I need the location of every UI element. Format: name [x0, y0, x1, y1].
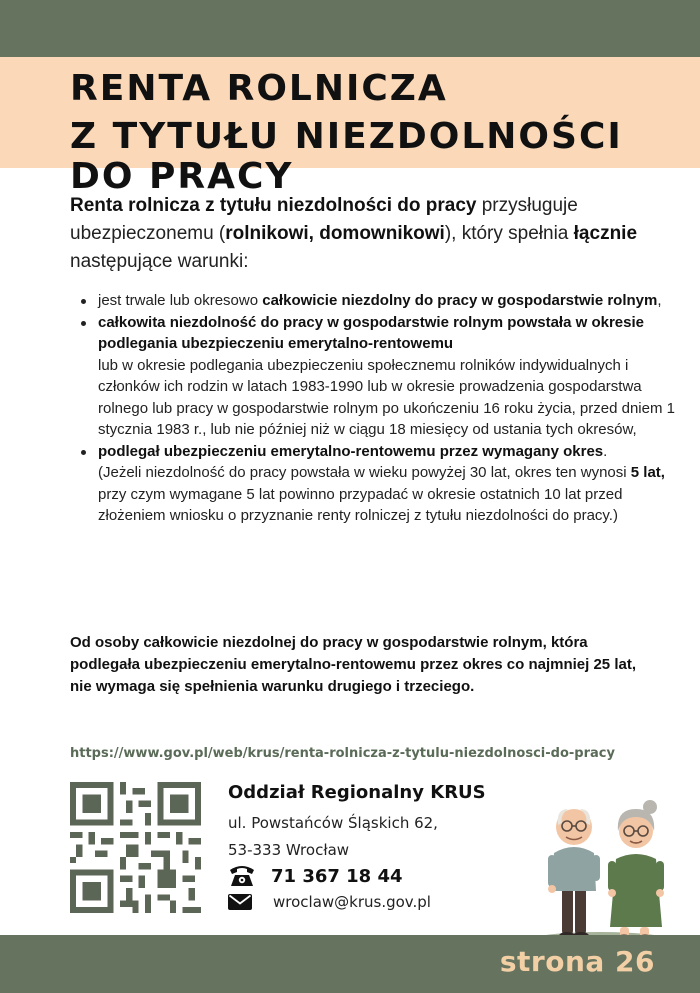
qr-code[interactable] [70, 782, 201, 913]
phone-number: 71 367 18 44 [271, 866, 403, 887]
intro-paragraph [70, 192, 640, 276]
intro-text: następujące warunki: [70, 251, 249, 272]
condition-text: . [603, 442, 608, 460]
intro-text: ), który spełnia [444, 223, 574, 244]
condition-text: przy czym wymagane 5 lat powinno przypadać w okresie ostatnich 10 lat przed złożeniem wniosku o przyznanie renty rolniczej z tytułu niezdolności do pracy.) [98, 485, 623, 524]
condition-text: lub w okresie podlegania ubezpieczeniu społecznemu rolników indywidualnych i członków ich rodzin w latach 1983-1990 lub w okresie prowadzenia gospodarstwa rolnego lub pracy w gospodarstwie rolnym po ukończeniu 16 roku życia, przed dniem 1 stycznia 1983 r., lub nie później niż w ciągu 18 miesięcy od ustania tych okresów, [98, 356, 675, 438]
office-city: 53-333 Wrocław [228, 841, 350, 859]
office-name: Oddział Regionalny KRUS [228, 782, 486, 803]
envelope-icon [228, 893, 252, 911]
intro-text: przysługuje ubezpieczonemu ( [70, 195, 578, 244]
email-link[interactable]: wroclaw@krus.gov.pl [273, 893, 431, 911]
office-street: ul. Powstańców Śląskich 62, [228, 814, 438, 832]
condition-item [78, 441, 678, 527]
condition-text: (Jeżeli niezdolność do pracy powstała w wieku powyżej 30 lat, okres ten wynosi [98, 464, 631, 481]
elderly-couple-illustration [540, 795, 675, 945]
condition-item [78, 290, 678, 312]
page-title-line-2: Z TYTUŁU NIEZDOLNOŚCI DO PRACY [70, 116, 623, 197]
condition-bold-text: całkowicie niezdolny do pracy w gospodarstwie rolnym [262, 292, 658, 309]
condition-bold-text: 5 lat, [630, 464, 665, 481]
source-link[interactable]: https://www.gov.pl/web/krus/renta-rolnicza-z-tytulu-niezdolnosci-do-pracy [70, 746, 615, 761]
title-band [0, 57, 700, 197]
intro-bold-persons: rolnikowi, domownikowi [225, 223, 445, 244]
top-band [0, 0, 700, 57]
intro-bold-subject: Renta rolnicza z tytułu niezdolności do pracy [70, 195, 477, 216]
condition-bold-text: podlegał ubezpieczeniu emerytalno-rentowemu przez wymagany okres [98, 442, 604, 460]
condition-bold-text: całkowita niezdolność do pracy w gospodarstwie rolnym powstała w okresie podlegania ubezpieczeniu emerytalno-rentowemu [98, 313, 644, 352]
conditions-list [78, 290, 678, 527]
condition-text: jest trwale lub okresowo [98, 292, 263, 309]
intro-bold-jointly: łącznie [573, 223, 638, 244]
condition-item [78, 312, 678, 441]
telephone-icon [228, 864, 256, 888]
exemption-note: Od osoby całkowicie niezdolnej do pracy w gospodarstwie rolnym, która podlegała ubezpieczeniu emerytalno-rentowemu przez okres co najmniej 25 lat, nie wymaga się spełnienia warunku drugiego i trzeciego. [70, 634, 636, 695]
page-number: strona 26 [499, 945, 655, 978]
condition-text: , [657, 292, 662, 309]
page-title-line-1: RENTA ROLNICZA [70, 68, 448, 109]
